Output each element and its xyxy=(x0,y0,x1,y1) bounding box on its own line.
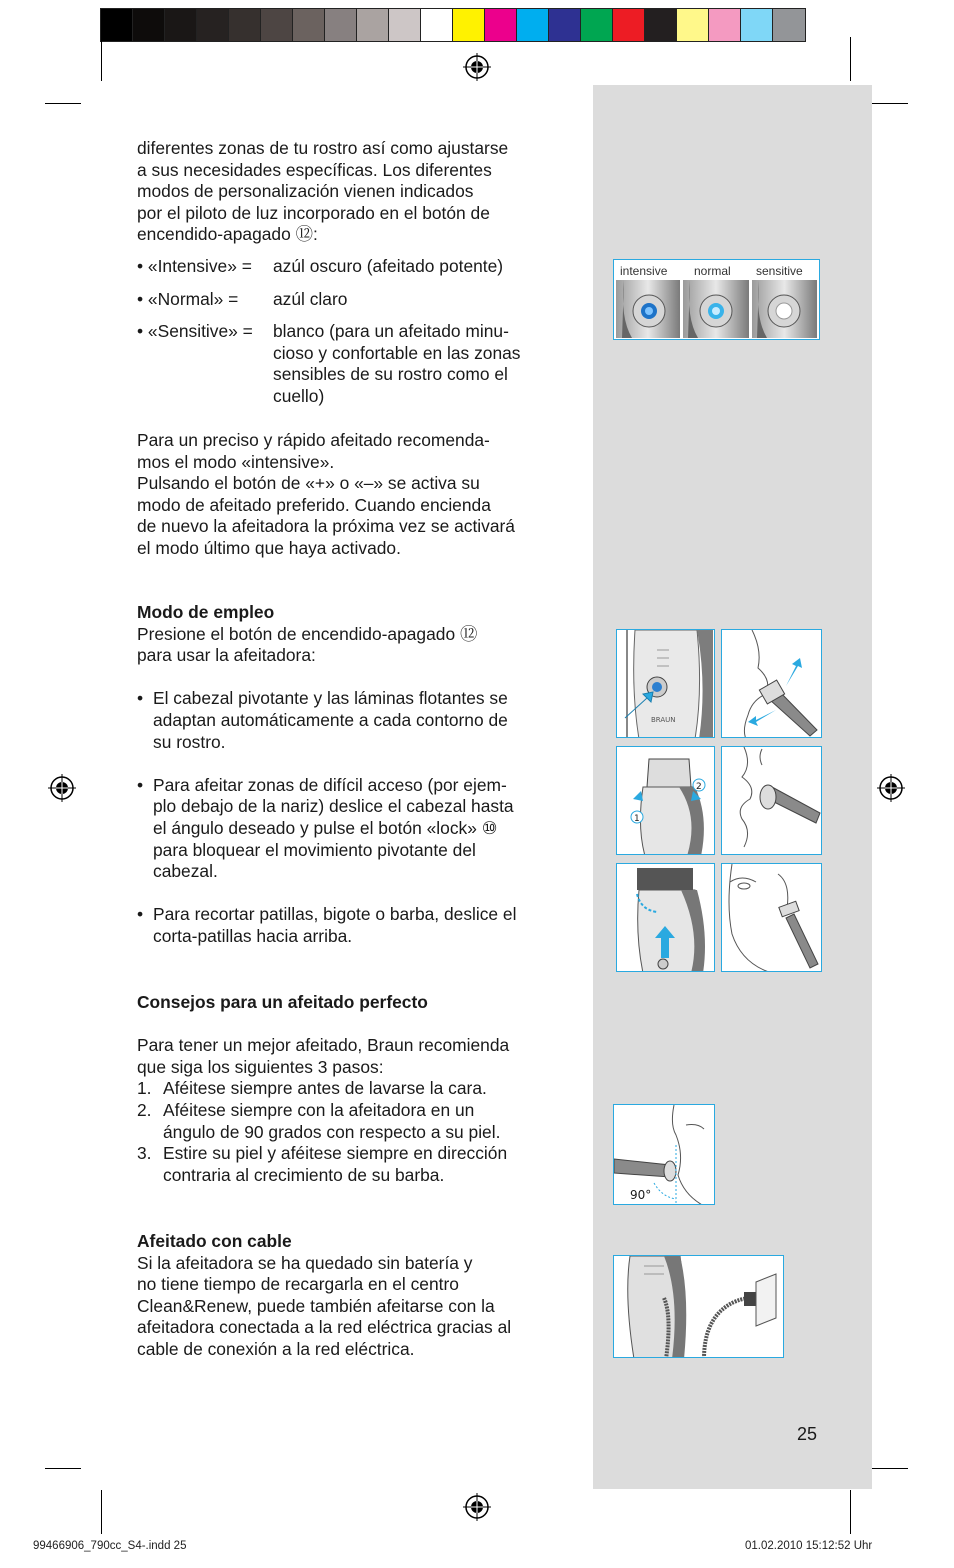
text-line: modo de afeitado preferido. Cuando encienda xyxy=(137,494,491,515)
text-line: adaptan automáticamente a cada contorno de xyxy=(153,709,508,730)
color-swatch xyxy=(133,9,165,41)
text-line: Estire su piel y aféitese siempre en dirección xyxy=(163,1143,508,1164)
step-item xyxy=(137,1143,567,1186)
text-line: mos el modo «intensive». xyxy=(137,451,335,472)
section-heading: Afeitado con cable xyxy=(137,1231,292,1251)
mode-desc xyxy=(273,289,347,311)
intensive-button-icon xyxy=(616,280,680,338)
cable-connection-icon xyxy=(614,1256,784,1358)
text-line: Para recortar patillas, bigote o barba, deslice el xyxy=(153,904,517,925)
text-line: que siga los siguientes 3 pasos: xyxy=(137,1056,384,1077)
text-line: Pulsando el botón de «+» o «–» se activa su xyxy=(137,473,480,494)
section-heading: Modo de empleo xyxy=(137,602,275,622)
intro-paragraph xyxy=(137,138,567,246)
text-line: de nuevo la afeitadora la próxima vez se activará xyxy=(137,516,515,537)
step-number: 3. xyxy=(137,1143,152,1164)
text-line: para bloquear el movimiento pivotante del xyxy=(153,839,476,860)
registration-mark-icon xyxy=(463,53,491,81)
under-nose-icon xyxy=(722,747,822,855)
shaver-power-icon xyxy=(617,630,715,738)
figure-under-nose xyxy=(721,746,822,855)
text-line: el modo último que haya activado. xyxy=(137,537,401,558)
figure-shaving-neck xyxy=(721,629,822,738)
text-line: El cabezal pivotante y las láminas flotantes se xyxy=(153,688,508,709)
text-line: el ángulo deseado y pulse el botón «lock» ⑩ xyxy=(153,817,498,838)
color-swatch xyxy=(261,9,293,41)
step-1-label: 1 xyxy=(634,814,640,824)
text-line: cuello) xyxy=(273,385,325,406)
crop-mark xyxy=(850,37,851,81)
registration-mark-icon xyxy=(463,1493,491,1521)
figure-trimmer xyxy=(616,863,715,972)
crop-mark xyxy=(872,1468,908,1469)
mode-label-intensive: intensive xyxy=(620,264,668,278)
text-line: contraria al crecimiento de su barba. xyxy=(163,1164,445,1185)
color-swatch xyxy=(485,9,517,41)
consejos-section xyxy=(137,992,567,1186)
text-line: por el piloto de luz incorporado en el botón de xyxy=(137,202,490,223)
bullet-item: • El cabezal pivotante y las láminas flotantes se adaptan automáticamente a cada contorno de su rostro. xyxy=(137,688,508,752)
color-swatch xyxy=(773,9,805,41)
crop-mark xyxy=(101,37,102,81)
text-line: encendido-apagado ⑫: xyxy=(137,224,318,245)
section-heading: Consejos para un afeitado perfecto xyxy=(137,992,428,1012)
mode-indicator-figure xyxy=(613,259,820,340)
text-line: afeitadora conectada a la red eléctrica gracias al xyxy=(137,1317,512,1338)
page-number: 25 xyxy=(797,1424,818,1444)
step-number: 2. xyxy=(137,1099,152,1120)
figure-90-degree xyxy=(613,1104,715,1205)
crop-mark xyxy=(45,1468,81,1469)
color-swatch xyxy=(325,9,357,41)
color-swatch xyxy=(453,9,485,41)
angle-90-icon xyxy=(614,1105,715,1205)
color-swatch xyxy=(357,9,389,41)
color-swatch xyxy=(389,9,421,41)
text-line: cioso y confortable en las zonas xyxy=(273,342,521,363)
text-line: azúl oscuro (afeitado potente) xyxy=(273,256,504,276)
pivot-lock-icon xyxy=(617,747,715,855)
crop-mark xyxy=(872,103,908,104)
trimmer-icon xyxy=(617,864,715,972)
text-line: no tiene tiempo de recargarla en el centro xyxy=(137,1274,459,1295)
text-line: sensibles de su rostro como el xyxy=(273,364,508,385)
color-swatch xyxy=(709,9,741,41)
mode-item xyxy=(137,321,567,407)
sensitive-button-icon xyxy=(752,280,817,338)
modo-section xyxy=(137,602,567,948)
color-swatch xyxy=(293,9,325,41)
text-line: Para afeitar zonas de difícil acceso (por ejem- xyxy=(153,774,507,795)
mode-label-sensitive: sensitive xyxy=(756,264,803,278)
normal-button-icon xyxy=(683,280,749,338)
sideburns-icon xyxy=(722,864,822,972)
mode-item xyxy=(137,289,567,311)
text-line: ángulo de 90 grados con respecto a su piel. xyxy=(163,1121,501,1142)
registration-mark-icon xyxy=(877,774,905,802)
color-swatch xyxy=(517,9,549,41)
color-swatch xyxy=(581,9,613,41)
mode-label: • «Sensitive» = xyxy=(137,321,253,342)
text-line: cabezal. xyxy=(153,861,218,882)
mode-label: • «Normal» = xyxy=(137,288,239,309)
figure-cable xyxy=(613,1255,784,1358)
color-swatch xyxy=(677,9,709,41)
color-swatch xyxy=(645,9,677,41)
text-line: a sus necesidades específicas. Los diferentes xyxy=(137,159,492,180)
figure-pivot-lock xyxy=(616,746,715,855)
text-line: Si la afeitadora se ha quedado sin batería y xyxy=(137,1252,473,1273)
text-line: Presione el botón de encendido-apagado ⑫ xyxy=(137,623,478,644)
footer-file-info: 99466906_790cc_S4-.indd 25 xyxy=(33,1540,187,1552)
color-swatch xyxy=(421,9,453,41)
color-swatch xyxy=(613,9,645,41)
figure-power-button xyxy=(616,629,715,738)
step-item xyxy=(137,1100,567,1143)
cable-section xyxy=(137,1231,567,1361)
bullet-item: • Para afeitar zonas de difícil acceso (por ejem- plo debajo de la nariz) deslice el cabezal hasta el ángulo deseado y pulse el botón «lock» ⑩ para bloquear el movimiento pivotante del cabezal. xyxy=(137,774,514,882)
step-number: 1. xyxy=(137,1078,152,1099)
color-swatch xyxy=(197,9,229,41)
text-line: cable de conexión a la red eléctrica. xyxy=(137,1338,415,1359)
step-item xyxy=(137,1078,567,1100)
text-line: Aféitese siempre con la afeitadora en un xyxy=(163,1099,475,1120)
step-2-label: 2 xyxy=(696,782,702,792)
print-color-bar xyxy=(100,8,806,42)
text-line: diferentes zonas de tu rostro así como ajustarse xyxy=(137,138,509,158)
color-swatch xyxy=(549,9,581,41)
text-line: modos de personalización vienen indicados xyxy=(137,181,474,202)
text-line: Aféitese siempre antes de lavarse la cara. xyxy=(163,1078,487,1099)
mode-desc xyxy=(273,321,520,407)
figure-sideburns xyxy=(721,863,822,972)
color-swatch xyxy=(101,9,133,41)
text-line: Para tener un mejor afeitado, Braun recomienda xyxy=(137,1035,510,1056)
mode-label-normal: normal xyxy=(694,264,731,278)
text-line: Clean&Renew, puede también afeitarse con la xyxy=(137,1295,495,1316)
footer-timestamp: 01.02.2010 15:12:52 Uhr xyxy=(745,1540,873,1552)
text-line: corta-patillas hacia arriba. xyxy=(153,925,353,946)
registration-mark-icon xyxy=(48,774,76,802)
mode-item xyxy=(137,256,567,278)
color-swatch xyxy=(741,9,773,41)
text-line: blanco (para un afeitado minu- xyxy=(273,321,509,342)
mode-desc xyxy=(273,256,503,278)
text-line: su rostro. xyxy=(153,731,226,752)
crop-mark xyxy=(101,1490,102,1534)
mode-buttons-illustration xyxy=(614,278,819,340)
crop-mark xyxy=(850,1490,851,1534)
text-line: plo debajo de la nariz) deslice el cabezal hasta xyxy=(153,796,514,817)
text-line: para usar la afeitadora: xyxy=(137,645,316,666)
shaving-neck-icon xyxy=(722,630,822,738)
text-line: azúl claro xyxy=(273,288,348,309)
modes-list xyxy=(137,256,567,408)
color-swatch xyxy=(165,9,197,41)
bullet-item: • Para recortar patillas, bigote o barba, deslice el corta-patillas hacia arriba. xyxy=(137,904,517,946)
color-swatch xyxy=(229,9,261,41)
recommend-paragraph xyxy=(137,430,567,560)
crop-mark xyxy=(45,103,81,104)
text-line: Para un preciso y rápido afeitado recomenda- xyxy=(137,430,490,450)
mode-label: • «Intensive» = xyxy=(137,256,252,276)
angle-label: 90° xyxy=(630,1188,652,1202)
brand-label: BRAUN xyxy=(651,716,676,724)
